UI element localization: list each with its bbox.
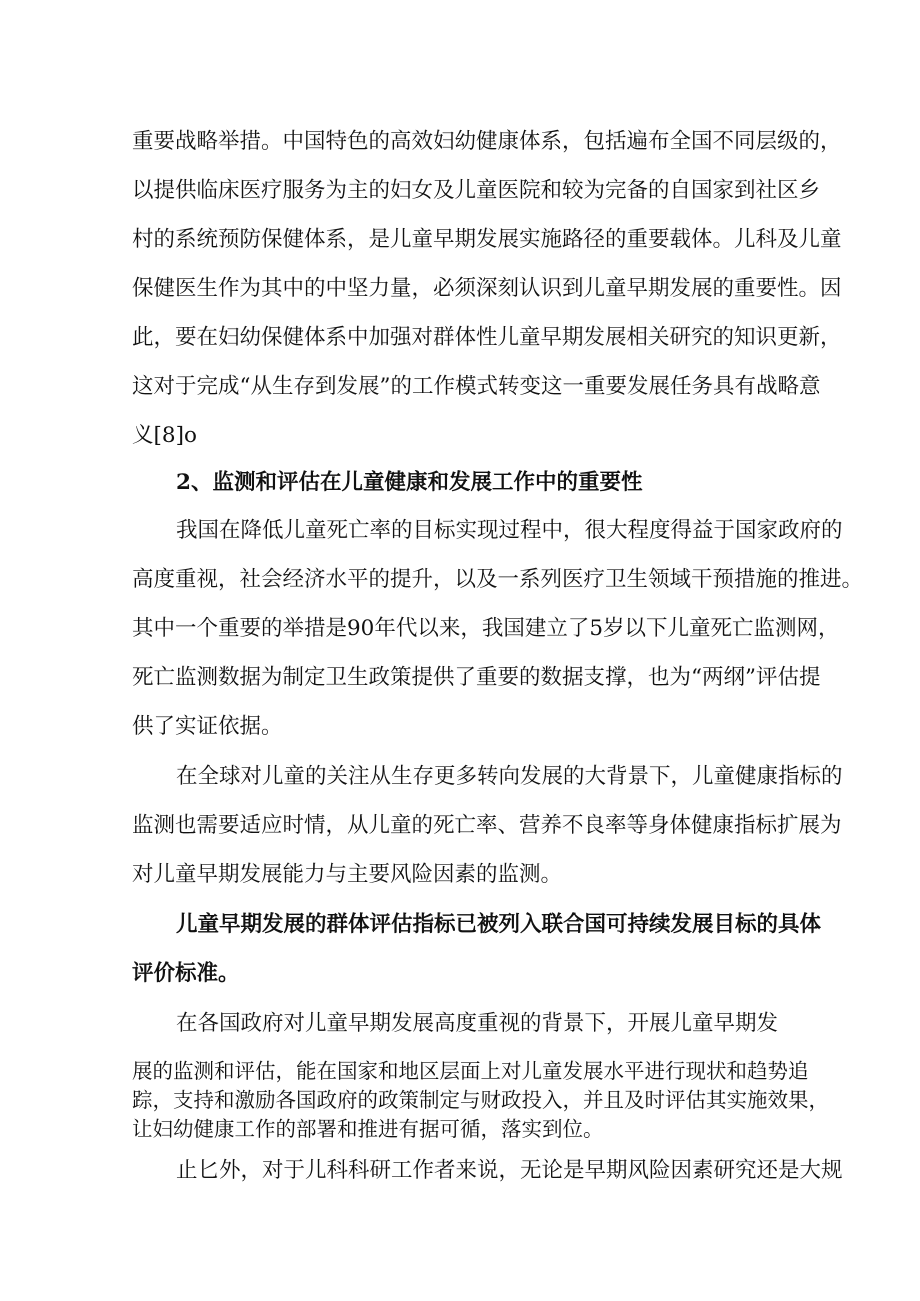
document-page: 重要战略举措。中国特色的高效妇幼健康体系，包括遍布全国不同层级的， 以提供临床医疗服务为主的妇女及儿童医院和较为完备的自国家到社区乡 村的系统预防保健体系，是儿童早期发展实施路径的重要载体。儿科及儿童 保健医生作为其中的中坚力量，必须深刻认识到儿童早期发展的重要性。因 此，要在妇幼保健体系中加强对群体性儿童早期发展相关研究的知识更新， 这对于完成“从生存到发展”的工作模式转变这一重要发展任务具有战略意 义[8]o 2、监测和评估在儿童健康和发展工作中的重要性 我国在降低儿童死亡率的目标实现过程中，很大程度得益于国家政府的 高度重视，社会经济水平的提升，以及一系列医疗卫生领域干预措施的推进。 其中一个重要的举措是90年代以来，我国建立了5岁以下儿童死亡监测网， 死亡监测数据为制定卫生政策提供了重要的数据支撑，也为“两纲”评估提 供了实证依据。 在全球对儿童的关注从生存更多转向发展的大背景下，儿童健康指标的 监测也需要适应时情，从儿童的死亡率、营养不良率等身体健康指标扩展为 对儿童早期发展能力与主要风险因素的监测。 儿童早期发展的群体评估指标已被列入联合国可持续发展目标的具体 评价标准。 在各国政府对儿童早期发展高度重视的背景下，开展儿童早期发 展的监测和评估，能在国家和地区层面上对儿童发展水平进行现状和趋势追 踪，支持和激励各国政府的政策制定与财政投入，并且及时评估其实施效果， 让妇幼健康工作的部署和推进有据可循，落实到位。 止匕外，对于儿科科研工作者来说，无论是早期风险因素研究还是大规 <box>132 129 864 1183</box>
